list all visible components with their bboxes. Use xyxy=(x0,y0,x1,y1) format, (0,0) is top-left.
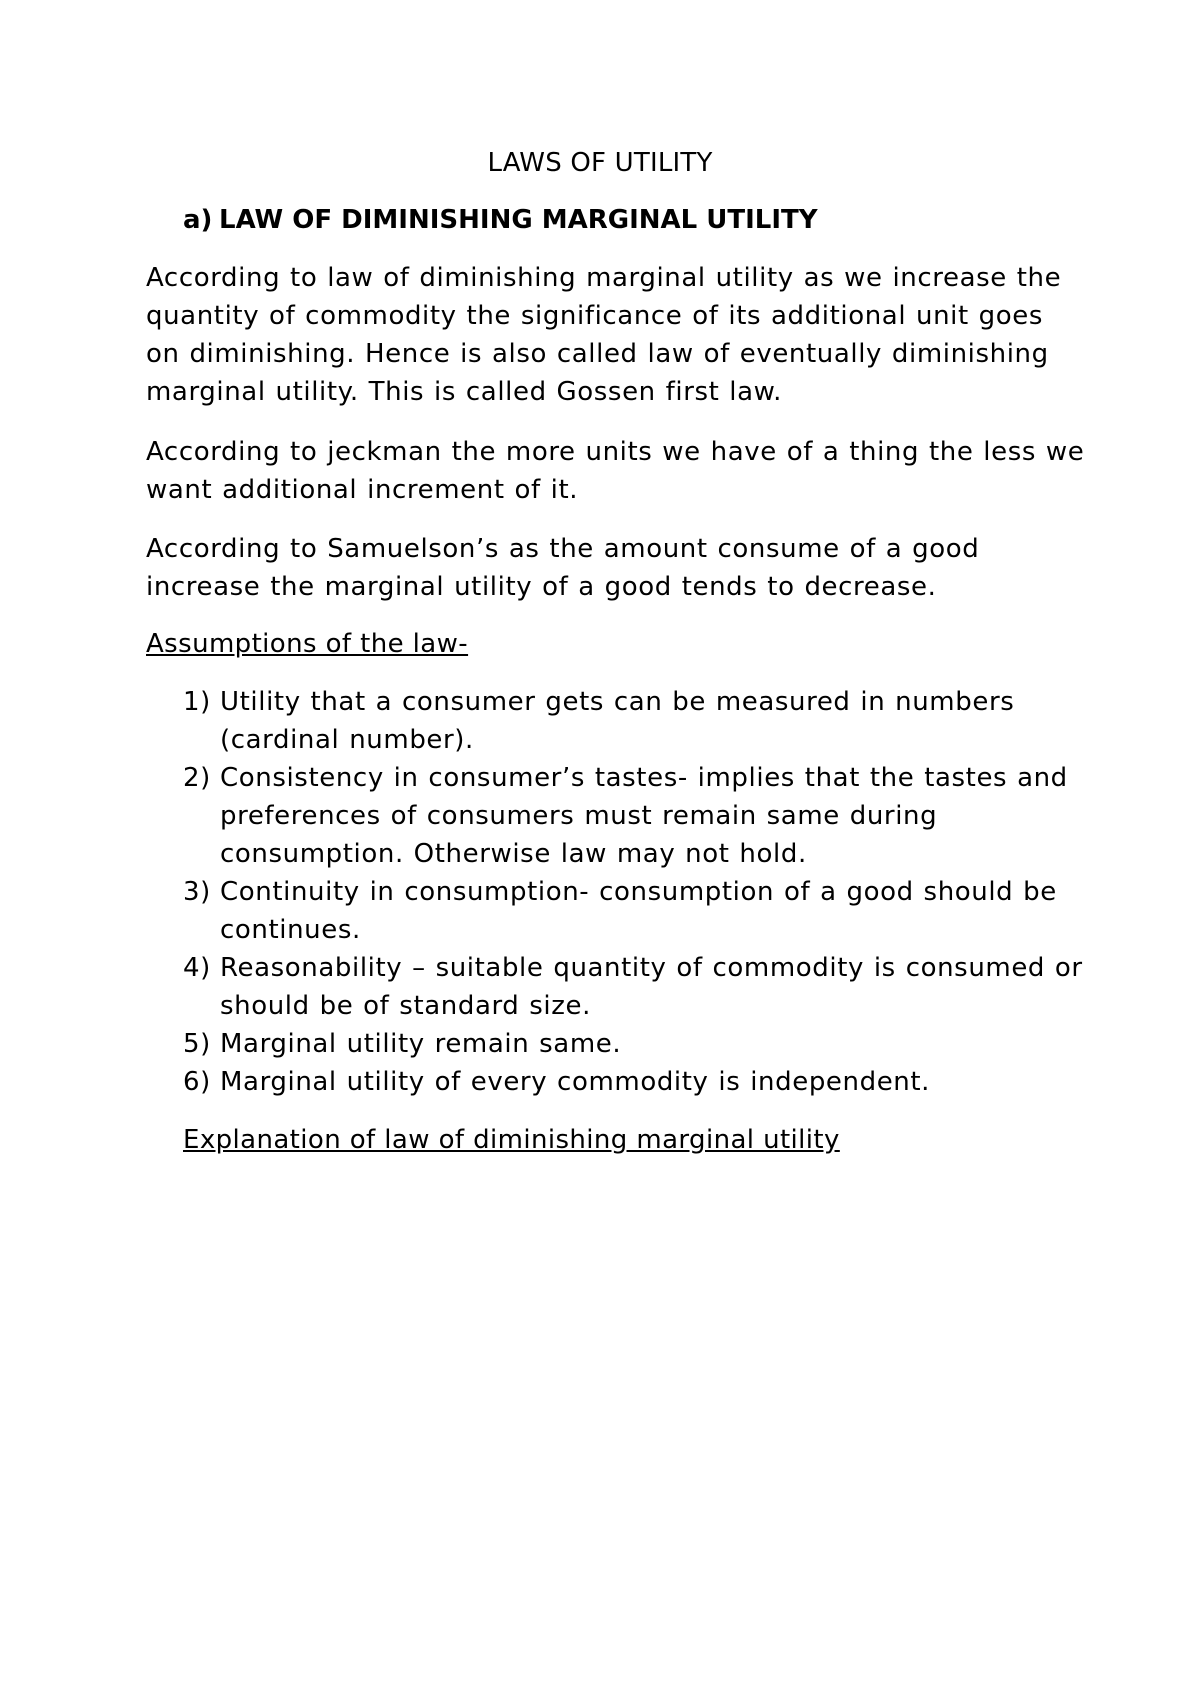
list-item-text: Marginal utility remain same. xyxy=(220,1029,622,1059)
list-item-number: 2) xyxy=(183,763,211,793)
list-item-number: 1) xyxy=(183,687,211,717)
paragraph-jeckman: According to jeckman the more units we have of a thing the less we want additional increment of it. xyxy=(146,437,1085,505)
assumptions-heading: Assumptions of the law- xyxy=(146,629,469,659)
paragraph-samuelson: According to Samuelson’s as the amount consume of a good increase the marginal utility of a good tends to decrease. xyxy=(146,534,980,602)
list-item xyxy=(183,683,1083,759)
list-item-number: 4) xyxy=(183,953,211,983)
list-item-number: 5) xyxy=(183,1029,211,1059)
list-item xyxy=(183,873,1083,949)
paragraph-definition: According to law of diminishing marginal utility as we increase the quantity of commodity the significance of its additional unit goes on diminishing. Hence is also called law of eventually diminishing marginal utility. This is called Gossen first law. xyxy=(146,263,1062,407)
list-item-text: Reasonability – suitable quantity of commodity is consumed or should be of standard size. xyxy=(220,953,1083,1021)
list-item-text: Continuity in consumption- consumption of a good should be continues. xyxy=(220,877,1057,945)
list-item-text: Utility that a consumer gets can be measured in numbers (cardinal number). xyxy=(220,687,1015,755)
list-item-text: Marginal utility of every commodity is independent. xyxy=(220,1067,931,1097)
list-item xyxy=(183,1025,1083,1063)
list-item xyxy=(183,1063,1083,1101)
section-heading xyxy=(183,202,818,238)
list-item-number: 3) xyxy=(183,877,211,907)
list-item-number: 6) xyxy=(183,1067,211,1097)
assumptions-list xyxy=(183,683,1083,1101)
list-item xyxy=(183,949,1083,1025)
explanation-heading: Explanation of law of diminishing marginal utility xyxy=(183,1125,840,1155)
list-item-text: Consistency in consumer’s tastes- implies that the tastes and preferences of consumers must remain same during consumption. Otherwise law may not hold. xyxy=(220,763,1068,869)
page-title: LAWS OF UTILITY xyxy=(487,148,713,178)
section-marker: a) xyxy=(183,205,213,235)
list-item xyxy=(183,759,1083,873)
section-heading-text: LAW OF DIMINISHING MARGINAL UTILITY xyxy=(219,205,818,235)
